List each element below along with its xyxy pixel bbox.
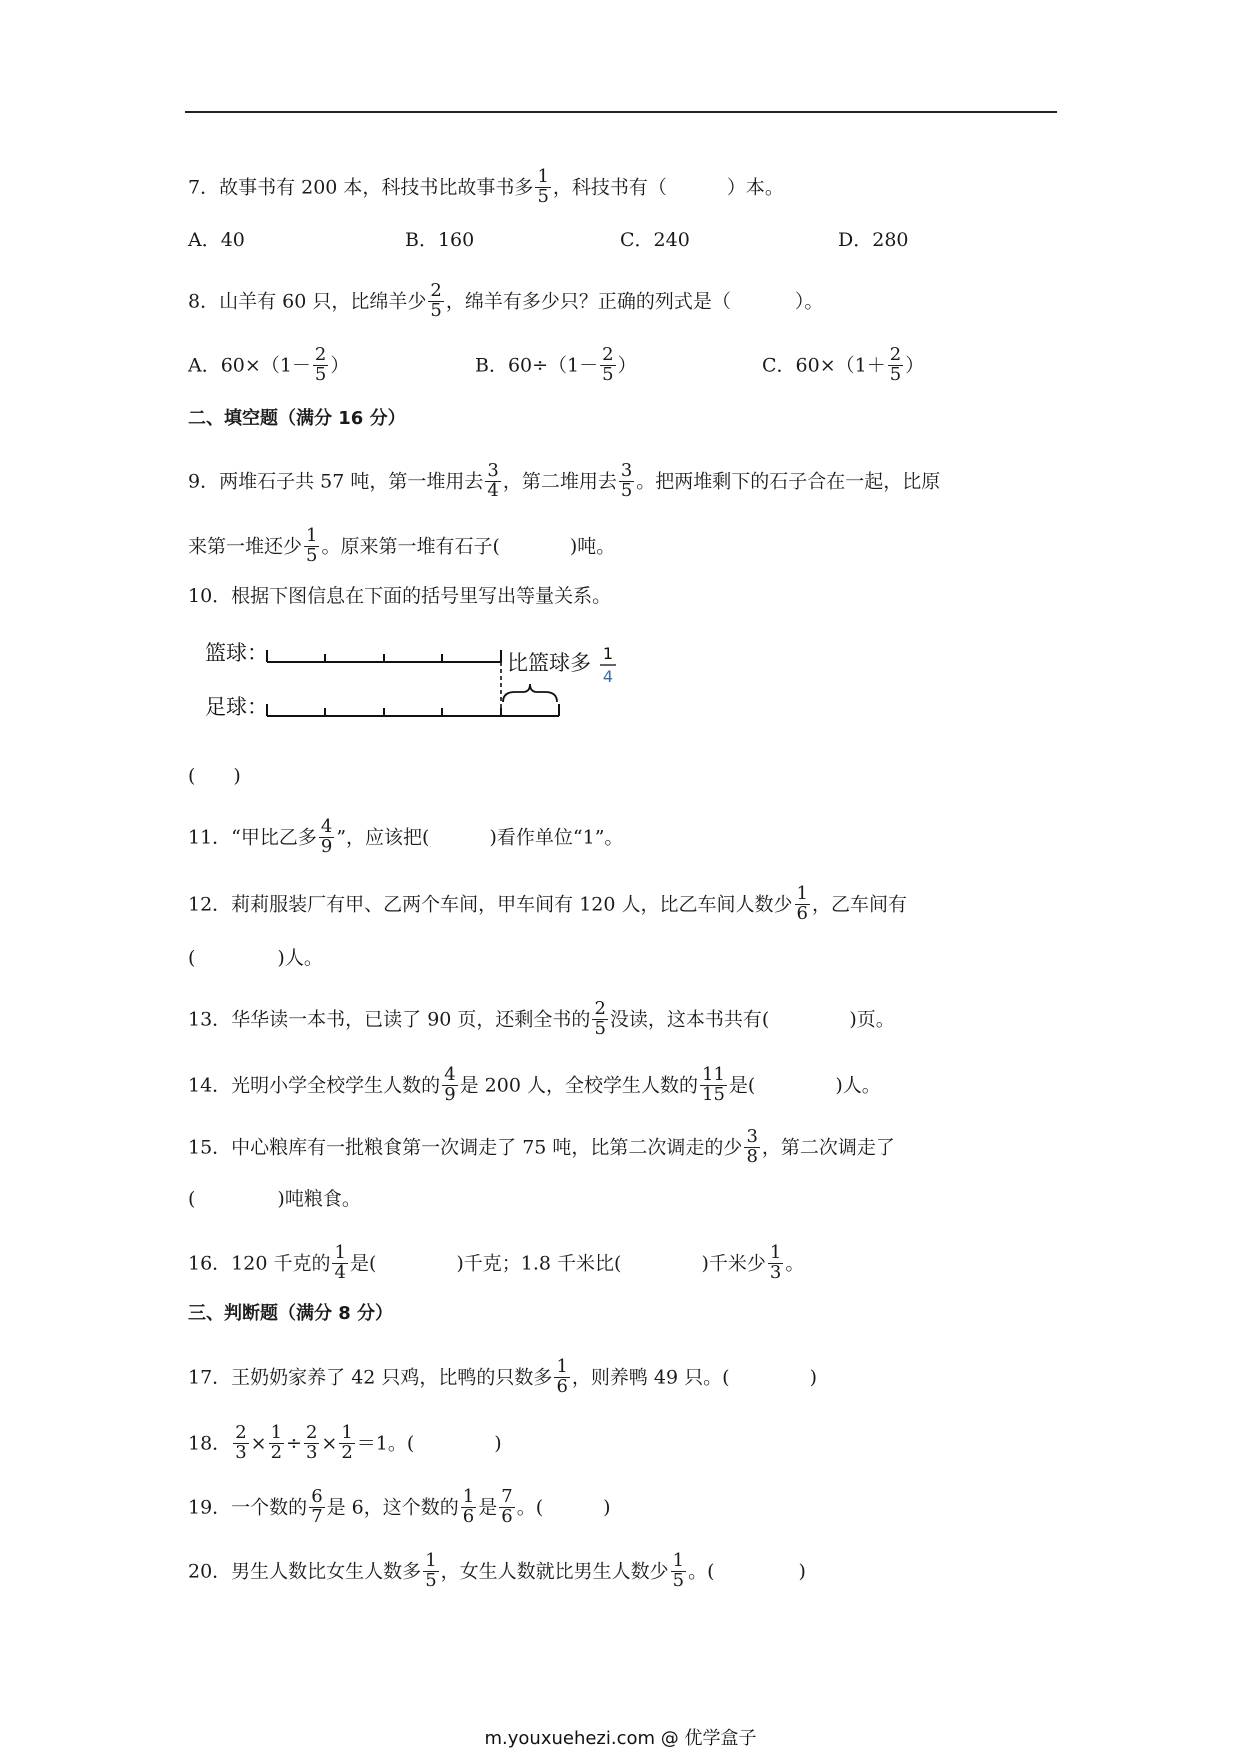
question-15-cont: ( )吨粮食。 (188, 1188, 361, 1210)
section-2-heading: 二、填空题（满分 16 分） (188, 408, 406, 429)
header-rule (185, 111, 1057, 113)
q7-text-3: ）本。 (726, 176, 784, 199)
q7-text: 7．故事书有 200 本，科技书比故事书多 (188, 176, 534, 199)
diagram-frac-den: 4 (602, 667, 614, 686)
segment-diagram (195, 628, 655, 738)
question-17: 17．王奶奶家养了 42 只鸡，比鸭的只数多 $\frac{1}{6}$ ，则养鸭 49 只。( ) (188, 1356, 817, 1397)
q8-option-a: A．60×（1－ $\frac{2}{5}$ ） (188, 344, 350, 385)
question-11: 11．“甲比乙多 $\frac{4}{9}$ ”，应该把( )看作单位“1”。 (188, 816, 624, 857)
diagram-note: 比篮球多 (507, 651, 591, 675)
q8-option-c: C．60×（1＋ $\frac{2}{5}$ ） (762, 344, 925, 385)
q7-option-d: D．280 (838, 229, 909, 251)
question-18: 18． $\frac{2}{3}$ × $\frac{1}{2}$ ÷ $\frac{2}{3}$ × $\frac{1}{2}$ ＝1。( ) (188, 1422, 502, 1463)
question-14: 14．光明小学全校学生人数的 $\frac{4}{9}$ 是 200 人，全校学生人数的 $\frac{11}{15}$ 是( )人。 (188, 1064, 881, 1105)
question-19: 19．一个数的 $\frac{6}{7}$ 是 6，这个数的 $\frac{1}{6}$ 是 $\frac{7}{6}$ 。( ) (188, 1486, 611, 1527)
fraction: $\frac{1}{5}$ (537, 166, 549, 207)
question-15: 15．中心粮库有一批粮食第一次调走了 75 吨，比第二次调走的少 $\frac{3}{8}$ ，第二次调走了 (188, 1126, 895, 1167)
question-20: 20．男生人数比女生人数多 $\frac{1}{5}$ ，女生人数就比男生人数少 $\frac{1}{5}$ 。( ) (188, 1550, 806, 1591)
question-12-cont: ( )人。 (188, 947, 323, 969)
footer-watermark: m.youxuehezi.com @ 优学盒子 (484, 1728, 757, 1749)
question-8: 8．山羊有 60 只，比绵羊少 $\frac{2}{5}$ ，绵羊有多少只？正确的列式是（ ）。 (188, 280, 824, 321)
section-3-heading: 三、判断题（满分 8 分） (188, 1303, 394, 1324)
question-9: 9．两堆石子共 57 吨，第一堆用去 $\frac{3}{4}$ ，第二堆用去 $\frac{3}{5}$ 。把两堆剩下的石子合在一起，比原 (188, 460, 941, 501)
question-16: 16．120 千克的 $\frac{1}{4}$ 是( )千克；1.8 千米比( )千米少 $\frac{1}{3}$ 。 (188, 1242, 805, 1283)
q7-option-b: B．160 (405, 229, 475, 251)
fraction: $\frac{2}{5}$ (430, 280, 442, 321)
question-12: 12．莉莉服装厂有甲、乙两个车间，甲车间有 120 人，比乙车间人数少 $\frac{1}{6}$ ，乙车间有 (188, 883, 907, 924)
question-7 (188, 168, 784, 207)
diagram-row2-label: 足球： (205, 695, 268, 719)
question-10-answer: ( ) (188, 765, 241, 787)
q7-text-2: ，科技书有（ (552, 176, 667, 199)
question-9-cont: 来第一堆还少 $\frac{1}{5}$ 。原来第一堆有石子( )吨。 (188, 525, 616, 566)
q7-option-a: A．40 (188, 229, 245, 251)
diagram-frac-num: 1 (602, 644, 614, 663)
question-10: 10．根据下图信息在下面的括号里写出等量关系。 (188, 585, 612, 607)
question-13: 13．华华读一本书，已读了 90 页，还剩全书的 $\frac{2}{5}$ 没读，这本书共有( )页。 (188, 998, 895, 1039)
q7-option-c: C．240 (620, 229, 690, 251)
diagram-row1-label: 篮球： (205, 641, 268, 665)
q8-option-b: B．60÷（1－ $\frac{2}{5}$ ） (475, 344, 637, 385)
